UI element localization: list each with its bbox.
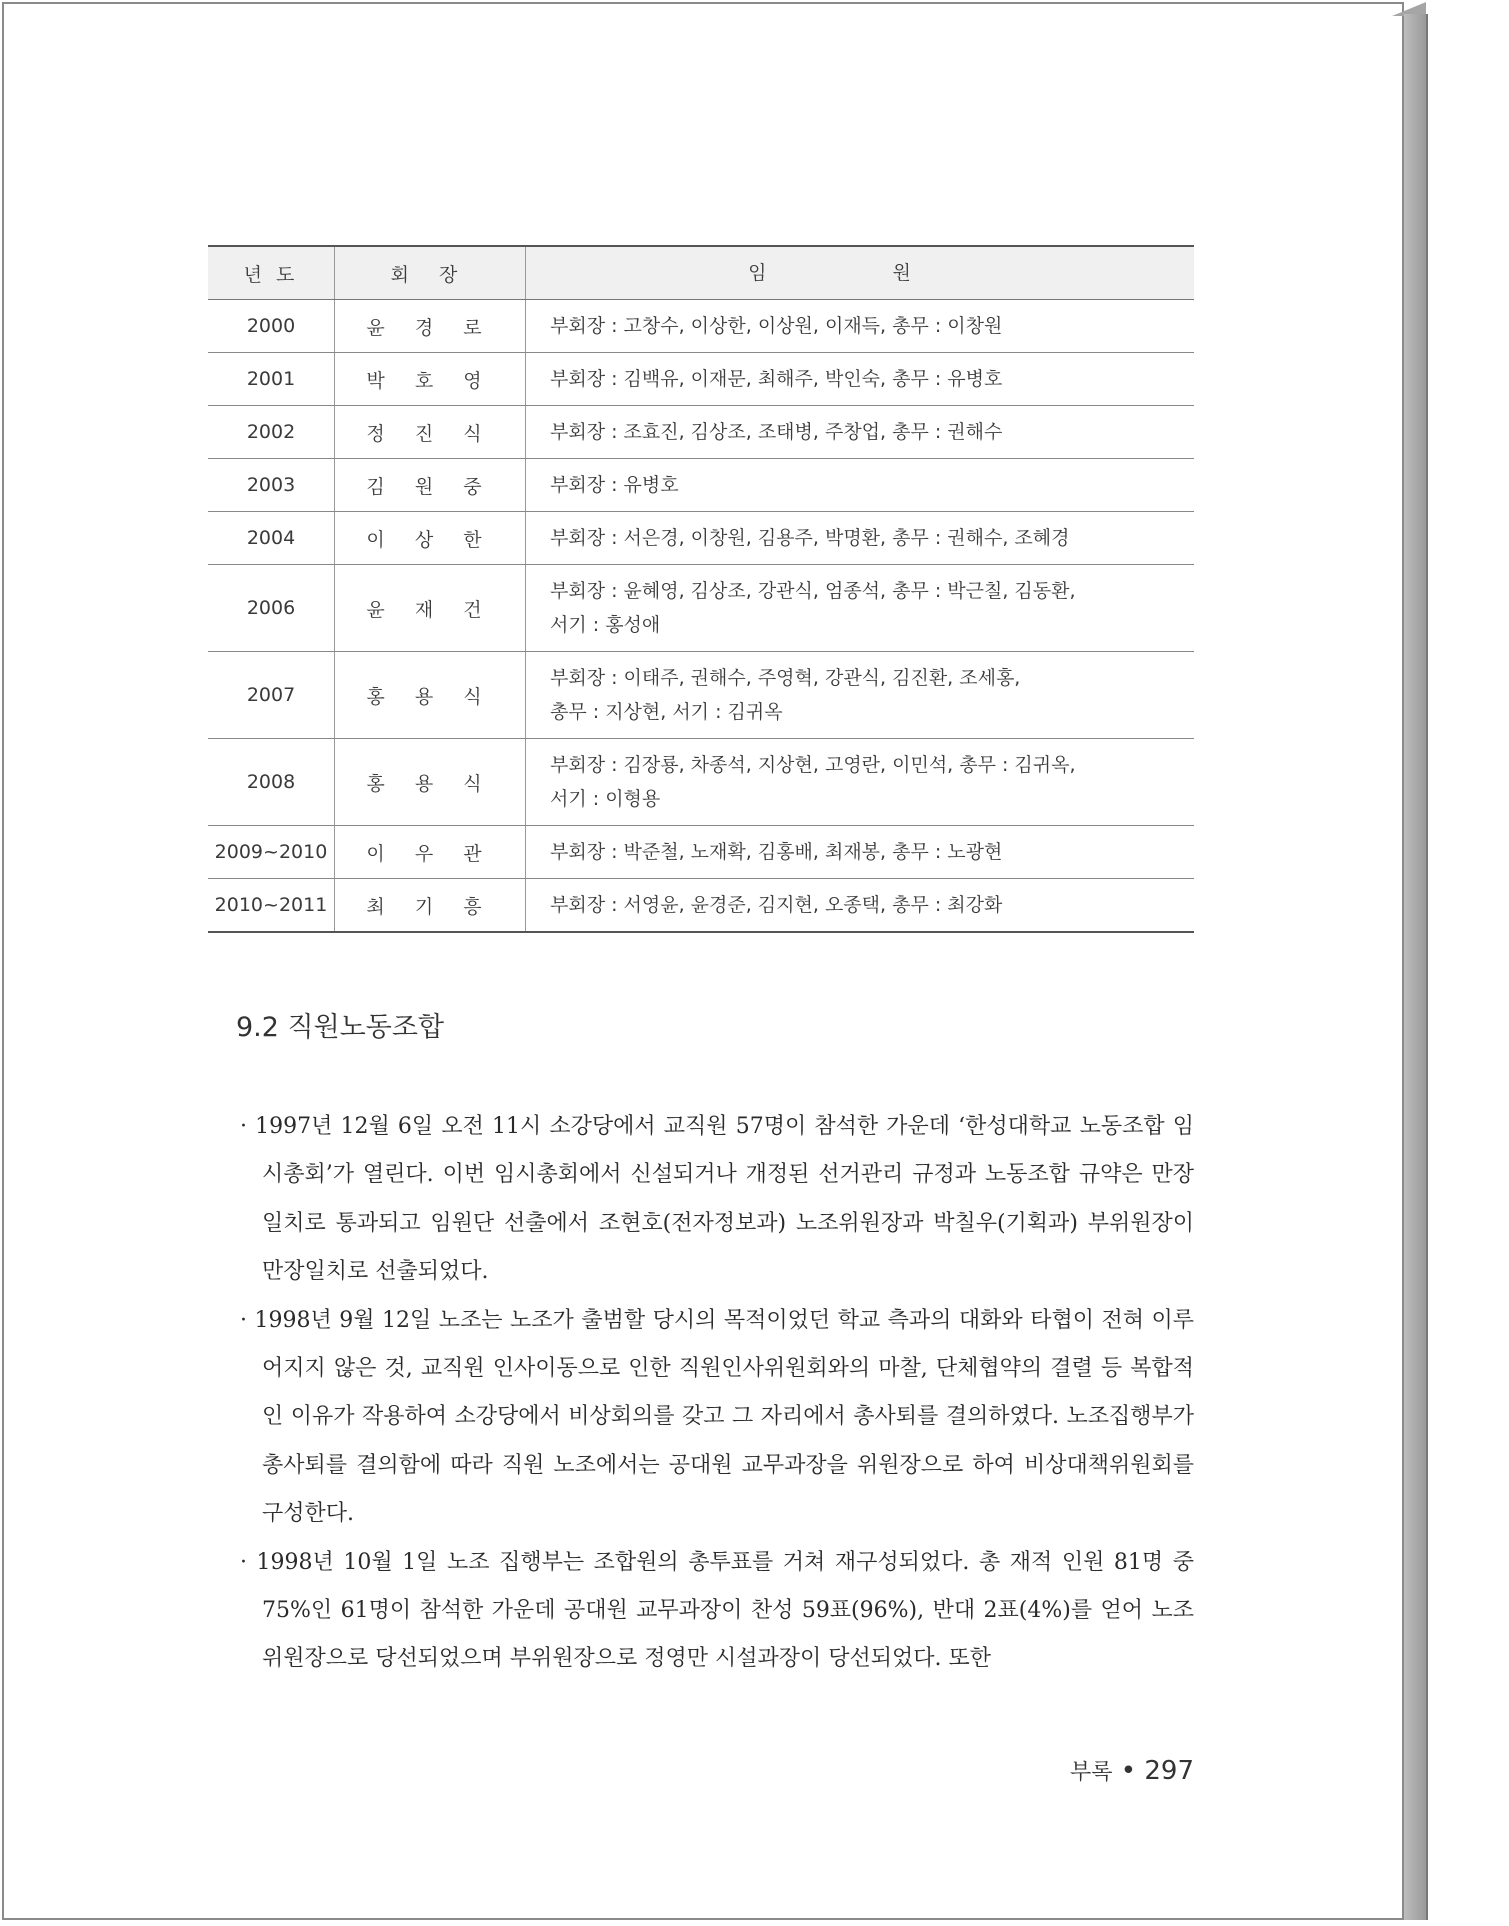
paragraph: · 1997년 12월 6일 오전 11시 소강당에서 교직원 57명이 참석한 가운데 ‘한성대학교 노동조합 임시총회’가 열린다. 이번 임시총회에서 신설되거나 개정된 선거관리 규정과 노동조합 규약은 만장일치로 통과되고 임원단 선출에서 조현호(전자정보과) 노조위원장과 박칠우(기획과) 부위원장이 만장일치로 선출되었다. [240,1114,1194,1285]
header-year: 년 도 [208,246,335,300]
header-officers: 임 원 [526,246,1195,300]
cell-president: 홍 용 식 [335,652,526,739]
cell-president: 이 상 한 [335,512,526,565]
cell-officers: 부회장 : 고창수, 이상한, 이상원, 이재득, 총무 : 이창원 [526,300,1195,353]
cell-officers: 부회장 : 서영윤, 윤경준, 김지현, 오종택, 총무 : 최강화 [526,879,1195,933]
cell-president: 김 원 중 [335,459,526,512]
cell-officers: 부회장 : 박준철, 노재확, 김홍배, 최재봉, 총무 : 노광현 [526,826,1195,879]
cell-officers [526,652,1195,739]
cell-year: 2010~2011 [208,879,335,933]
page-footer [1040,1755,1194,1786]
table-row [208,300,1194,353]
cell-year: 2009~2010 [208,826,335,879]
page-number: 297 [1144,1756,1194,1786]
officers-line-1: 부회장 : 윤혜영, 김상조, 강관식, 엄종석, 총무 : 박근칠, 김동환, [550,580,1076,602]
table-row [208,565,1194,652]
cell-president: 박 호 영 [335,353,526,406]
table-row [208,512,1194,565]
cell-year: 2002 [208,406,335,459]
body-text [240,1103,1194,1684]
cell-president: 홍 용 식 [335,739,526,826]
cell-officers: 부회장 : 조효진, 김상조, 조태병, 주창업, 총무 : 권해수 [526,406,1195,459]
officers-line-1: 부회장 : 이태주, 권해수, 주영혁, 강관식, 김진환, 조세홍, [550,667,1021,689]
officers-line-2: 서기 : 이형용 [550,788,661,810]
table-row [208,652,1194,739]
table-row [208,826,1194,879]
officers-line-1: 부회장 : 김장룡, 차종석, 지상현, 고영란, 이민석, 총무 : 김귀옥, [550,754,1076,776]
footer-label: 부록 [1069,1760,1113,1785]
cell-officers: 부회장 : 유병호 [526,459,1195,512]
cell-year: 2003 [208,459,335,512]
table-row [208,406,1194,459]
cell-year: 2000 [208,300,335,353]
footer-bullet: • [1120,1756,1137,1786]
paragraph: · 1998년 10월 1일 노조 집행부는 조합원의 총투표를 거쳐 재구성되었다. 총 재적 인원 81명 중 75%인 61명이 참석한 가운데 공대원 교무과장이 찬성 59표(96%), 반대 2표(4%)를 얻어 노조위원장으로 당선되었으며 부위원장으로 정영만 시설과장이 당선되었다. 또한 [240,1549,1194,1672]
paragraph: · 1998년 9월 12일 노조는 노조가 출범할 당시의 목적이었던 학교 측과의 대화와 타협이 전혀 이루어지지 않은 것, 교직원 인사이동으로 인한 직원인사위원회와의 마찰, 단체협약의 결렬 등 복합적인 이유가 작용하여 소강당에서 비상회의를 갖고 그 자리에서 총사퇴를 결의하였다. 노조집행부가 총사퇴를 결의함에 따라 직원 노조에서는 공대원 교무과장을 위원장으로 하여 비상대책위원회를 구성한다. [240,1307,1194,1527]
table-header-row [208,246,1194,300]
cell-year: 2004 [208,512,335,565]
cell-president: 이 우 관 [335,826,526,879]
cell-president: 정 진 식 [335,406,526,459]
table-row [208,739,1194,826]
section-title: 9.2 직원노동조합 [236,1012,445,1043]
officers-table [208,245,1194,933]
cell-year: 2006 [208,565,335,652]
cell-officers: 부회장 : 서은경, 이창원, 김용주, 박명환, 총무 : 권해수, 조혜경 [526,512,1195,565]
table-row [208,353,1194,406]
cell-president: 윤 경 로 [335,300,526,353]
cell-year: 2007 [208,652,335,739]
table-row [208,459,1194,512]
cell-officers [526,565,1195,652]
officers-line-2: 총무 : 지상현, 서기 : 김귀옥 [550,701,783,723]
header-president: 회 장 [335,246,526,300]
page-edge [1404,14,1428,1920]
cell-year: 2001 [208,353,335,406]
cell-officers [526,739,1195,826]
cell-president: 윤 재 건 [335,565,526,652]
cell-year: 2008 [208,739,335,826]
cell-officers: 부회장 : 김백유, 이재문, 최해주, 박인숙, 총무 : 유병호 [526,353,1195,406]
officers-line-2: 서기 : 홍성애 [550,614,661,636]
table-row [208,879,1194,933]
cell-president: 최 기 흥 [335,879,526,933]
